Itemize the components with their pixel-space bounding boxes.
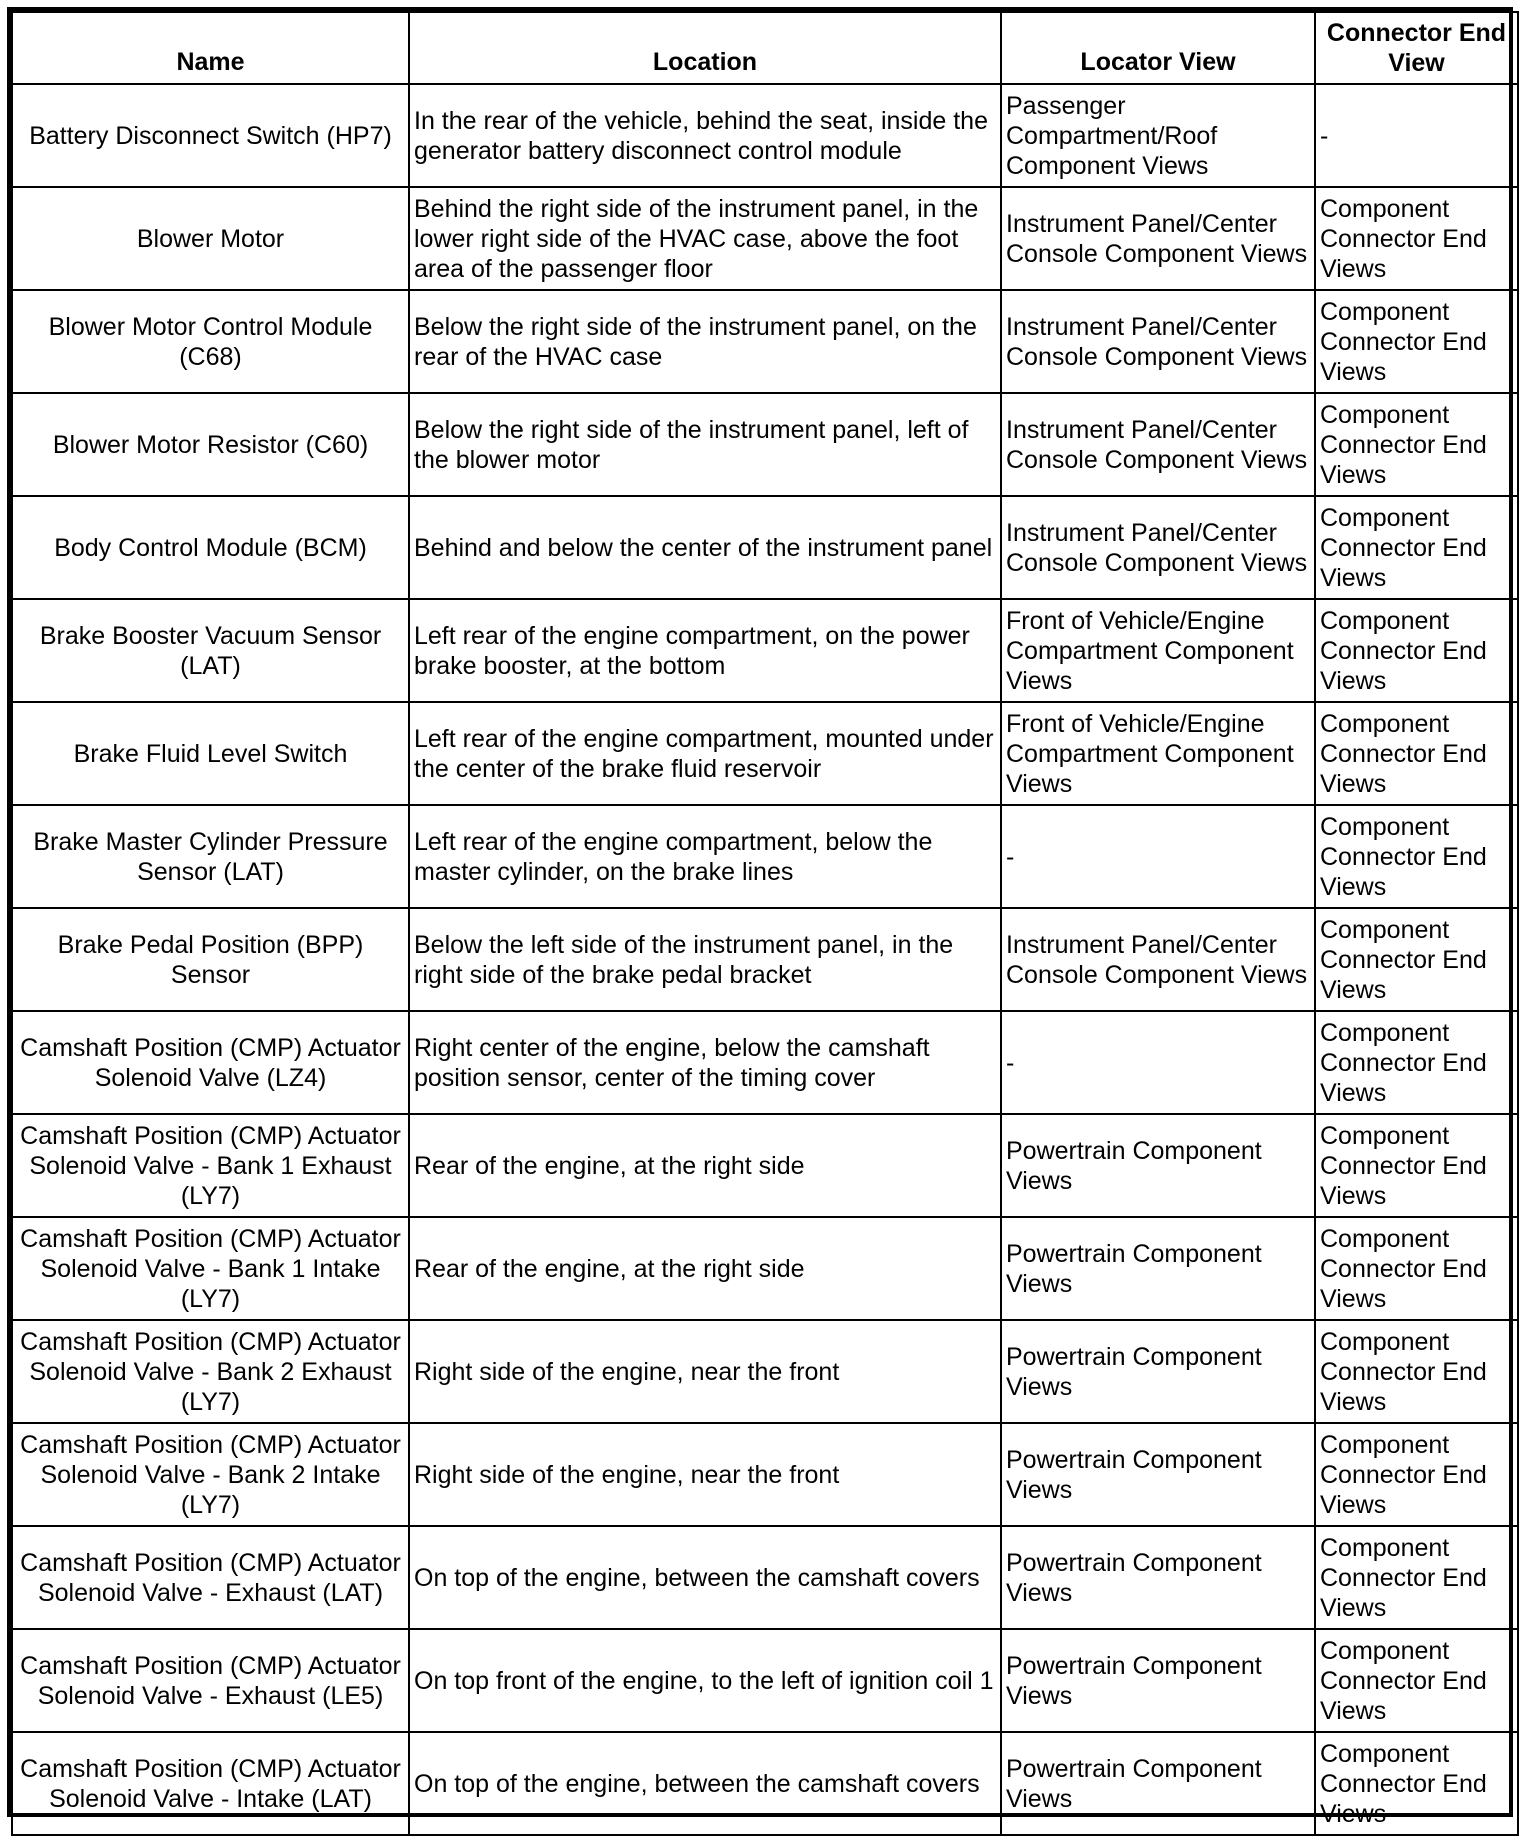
- cell-locator-view: -: [1001, 1011, 1315, 1114]
- column-header-locator-view: Locator View: [1001, 12, 1315, 84]
- cell-connector-end-view: Component Connector End Views: [1315, 496, 1518, 599]
- table-row: [12, 1526, 1518, 1629]
- table-row: [12, 393, 1518, 496]
- cell-locator-view: Instrument Panel/Center Console Component Views: [1001, 187, 1315, 290]
- table-row: [12, 1320, 1518, 1423]
- cell-locator-view: -: [1001, 805, 1315, 908]
- cell-location: In the rear of the vehicle, behind the seat, inside the generator battery disconnect control module: [409, 84, 1001, 187]
- cell-name: Camshaft Position (CMP) Actuator Solenoid Valve - Bank 2 Exhaust (LY7): [12, 1320, 409, 1423]
- cell-locator-view: Instrument Panel/Center Console Component Views: [1001, 908, 1315, 1011]
- column-header-connector-end-view: Connector End View: [1315, 12, 1518, 84]
- column-header-name: Name: [12, 12, 409, 84]
- cell-locator-view: Powertrain Component Views: [1001, 1526, 1315, 1629]
- cell-name: Battery Disconnect Switch (HP7): [12, 84, 409, 187]
- component-locator-table-frame: [7, 7, 1513, 1828]
- cell-location: Left rear of the engine compartment, on the power brake booster, at the bottom: [409, 599, 1001, 702]
- table-body: [12, 84, 1518, 1835]
- cell-name: Camshaft Position (CMP) Actuator Solenoid Valve - Bank 1 Exhaust (LY7): [12, 1114, 409, 1217]
- cell-location: Right side of the engine, near the front: [409, 1423, 1001, 1526]
- cell-locator-view: Powertrain Component Views: [1001, 1217, 1315, 1320]
- cell-connector-end-view: Component Connector End Views: [1315, 1114, 1518, 1217]
- cell-name: Blower Motor Resistor (C60): [12, 393, 409, 496]
- cell-connector-end-view: Component Connector End Views: [1315, 908, 1518, 1011]
- cell-name: Camshaft Position (CMP) Actuator Solenoid Valve - Bank 2 Intake (LY7): [12, 1423, 409, 1526]
- table-row: [12, 1114, 1518, 1217]
- cell-locator-view: Instrument Panel/Center Console Component Views: [1001, 496, 1315, 599]
- cell-locator-view: Instrument Panel/Center Console Component Views: [1001, 290, 1315, 393]
- cell-location: Below the left side of the instrument panel, in the right side of the brake pedal bracket: [409, 908, 1001, 1011]
- cell-connector-end-view: Component Connector End Views: [1315, 393, 1518, 496]
- table-row: [12, 1011, 1518, 1114]
- cell-name: Brake Fluid Level Switch: [12, 702, 409, 805]
- table-row: [12, 187, 1518, 290]
- table-row: [12, 84, 1518, 187]
- cell-location: Below the right side of the instrument panel, on the rear of the HVAC case: [409, 290, 1001, 393]
- cell-location: Right center of the engine, below the camshaft position sensor, center of the timing cover: [409, 1011, 1001, 1114]
- cell-connector-end-view: Component Connector End Views: [1315, 599, 1518, 702]
- cell-location: On top of the engine, between the camshaft covers: [409, 1526, 1001, 1629]
- table-row: [12, 908, 1518, 1011]
- cell-location: Behind the right side of the instrument panel, in the lower right side of the HVAC case, above the foot area of the passenger floor: [409, 187, 1001, 290]
- cell-name: Brake Master Cylinder Pressure Sensor (LAT): [12, 805, 409, 908]
- cell-name: Camshaft Position (CMP) Actuator Solenoid Valve - Exhaust (LE5): [12, 1629, 409, 1732]
- cell-name: Camshaft Position (CMP) Actuator Solenoid Valve - Exhaust (LAT): [12, 1526, 409, 1629]
- cell-location: On top of the engine, between the camshaft covers: [409, 1732, 1001, 1835]
- table-row: [12, 496, 1518, 599]
- cell-name: Camshaft Position (CMP) Actuator Solenoid Valve - Bank 1 Intake (LY7): [12, 1217, 409, 1320]
- cell-connector-end-view: Component Connector End Views: [1315, 805, 1518, 908]
- cell-connector-end-view: Component Connector End Views: [1315, 1732, 1518, 1835]
- cell-connector-end-view: Component Connector End Views: [1315, 702, 1518, 805]
- cell-connector-end-view: Component Connector End Views: [1315, 290, 1518, 393]
- cell-connector-end-view: -: [1315, 84, 1518, 187]
- cell-locator-view: Powertrain Component Views: [1001, 1114, 1315, 1217]
- table-row: [12, 805, 1518, 908]
- cell-locator-view: Front of Vehicle/Engine Compartment Component Views: [1001, 702, 1315, 805]
- column-header-location: Location: [409, 12, 1001, 84]
- table-row: [12, 1732, 1518, 1835]
- cell-connector-end-view: Component Connector End Views: [1315, 1526, 1518, 1629]
- cell-name: Brake Booster Vacuum Sensor (LAT): [12, 599, 409, 702]
- cell-locator-view: Powertrain Component Views: [1001, 1423, 1315, 1526]
- cell-name: Camshaft Position (CMP) Actuator Solenoid Valve (LZ4): [12, 1011, 409, 1114]
- cell-location: Rear of the engine, at the right side: [409, 1114, 1001, 1217]
- cell-connector-end-view: Component Connector End Views: [1315, 1011, 1518, 1114]
- cell-connector-end-view: Component Connector End Views: [1315, 1320, 1518, 1423]
- component-locator-table: [11, 11, 1519, 1836]
- cell-locator-view: Powertrain Component Views: [1001, 1732, 1315, 1835]
- cell-location: Rear of the engine, at the right side: [409, 1217, 1001, 1320]
- cell-location: On top front of the engine, to the left of ignition coil 1: [409, 1629, 1001, 1732]
- cell-locator-view: Instrument Panel/Center Console Component Views: [1001, 393, 1315, 496]
- table-row: [12, 599, 1518, 702]
- cell-location: Behind and below the center of the instrument panel: [409, 496, 1001, 599]
- cell-locator-view: Powertrain Component Views: [1001, 1320, 1315, 1423]
- cell-name: Body Control Module (BCM): [12, 496, 409, 599]
- table-row: [12, 1629, 1518, 1732]
- cell-locator-view: Passenger Compartment/Roof Component Views: [1001, 84, 1315, 187]
- cell-location: Below the right side of the instrument panel, left of the blower motor: [409, 393, 1001, 496]
- cell-name: Camshaft Position (CMP) Actuator Solenoid Valve - Intake (LAT): [12, 1732, 409, 1835]
- cell-connector-end-view: Component Connector End Views: [1315, 1423, 1518, 1526]
- table-header-row: [12, 12, 1518, 84]
- cell-connector-end-view: Component Connector End Views: [1315, 1217, 1518, 1320]
- table-row: [12, 290, 1518, 393]
- cell-name: Blower Motor: [12, 187, 409, 290]
- cell-connector-end-view: Component Connector End Views: [1315, 187, 1518, 290]
- cell-locator-view: Powertrain Component Views: [1001, 1629, 1315, 1732]
- cell-connector-end-view: Component Connector End Views: [1315, 1629, 1518, 1732]
- cell-location: Left rear of the engine compartment, mounted under the center of the brake fluid reservoir: [409, 702, 1001, 805]
- cell-name: Brake Pedal Position (BPP) Sensor: [12, 908, 409, 1011]
- table-row: [12, 702, 1518, 805]
- cell-location: Left rear of the engine compartment, below the master cylinder, on the brake lines: [409, 805, 1001, 908]
- table-row: [12, 1217, 1518, 1320]
- cell-locator-view: Front of Vehicle/Engine Compartment Component Views: [1001, 599, 1315, 702]
- table-row: [12, 1423, 1518, 1526]
- cell-name: Blower Motor Control Module (C68): [12, 290, 409, 393]
- cell-location: Right side of the engine, near the front: [409, 1320, 1001, 1423]
